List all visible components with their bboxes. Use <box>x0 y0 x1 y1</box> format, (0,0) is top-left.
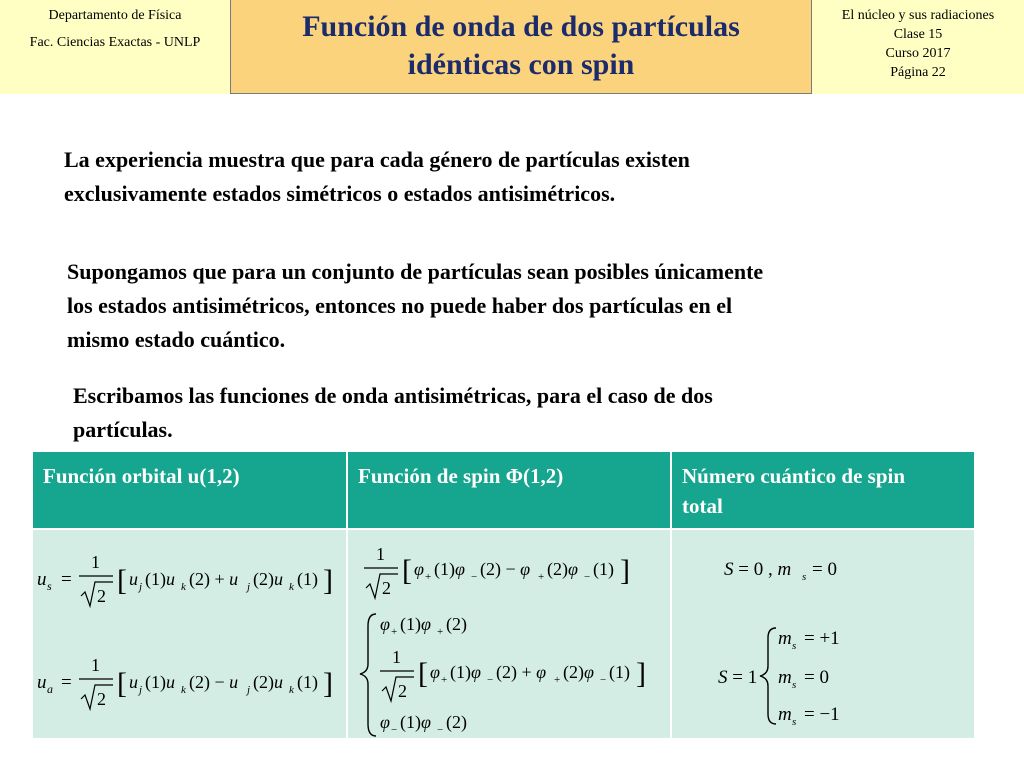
equation-triplet-S1 <box>718 628 840 728</box>
equation-spin-down-down <box>380 712 467 736</box>
svg-text:s: s <box>792 716 797 728</box>
table-cell-spin <box>348 530 670 738</box>
paragraph-line: Supongamos que para un conjunto de partículas sean posibles únicamente <box>67 259 764 284</box>
svg-text:s: s <box>47 579 52 593</box>
paragraph-line: los estados antisimétricos, entonces no puede haber dos partículas en el <box>67 293 733 318</box>
svg-text:−: − <box>437 724 444 736</box>
svg-text:s: s <box>792 679 797 691</box>
svg-text:[: [ <box>418 657 428 690</box>
table-header-line: total <box>682 494 723 518</box>
course-name: El núcleo y sus radiaciones <box>841 8 995 23</box>
svg-text:u: u <box>129 569 138 589</box>
svg-text:(2): (2) <box>446 712 467 732</box>
svg-text:m: m <box>778 667 792 688</box>
svg-text:(2)u: (2)u <box>253 569 283 589</box>
table-header-spin: Función de spin Φ(1,2) <box>348 452 670 528</box>
svg-text:s: s <box>802 571 807 583</box>
svg-text:k: k <box>289 581 294 593</box>
svg-text:= 0: = 0 <box>804 667 829 688</box>
svg-text:S = 1: S = 1 <box>718 667 758 688</box>
svg-text:= −1: = −1 <box>804 704 840 725</box>
svg-text:= 0: = 0 <box>812 559 837 580</box>
orbital-equations <box>33 530 346 738</box>
paragraph-line: exclusivamente estados simétricos o estados antisimétricos. <box>64 181 616 206</box>
svg-text:(2)u: (2)u <box>253 672 283 692</box>
triplet-brace <box>360 614 376 736</box>
header-right-box <box>812 0 1024 94</box>
svg-text:+: + <box>437 626 444 638</box>
equation-spin-triplet-zero <box>380 647 646 701</box>
header-left-box <box>0 0 230 94</box>
svg-text:(2) − φ: (2) − φ <box>480 559 531 579</box>
wavefunction-table <box>33 452 974 738</box>
equation-u-antisymmetric <box>37 655 333 709</box>
page-number: Página 22 <box>890 65 946 80</box>
svg-text:u: u <box>37 569 47 590</box>
table-cell-total-spin <box>672 530 974 738</box>
svg-text:(1)φ: (1)φ <box>400 614 431 634</box>
svg-text:k: k <box>181 684 186 696</box>
svg-text:k: k <box>181 581 186 593</box>
svg-text:+: + <box>441 674 448 686</box>
svg-text:2: 2 <box>382 578 391 598</box>
svg-text:]: ] <box>636 657 646 690</box>
paragraph-write-functions <box>73 379 963 447</box>
svg-text:1: 1 <box>91 552 100 572</box>
svg-text:(1)u: (1)u <box>145 569 175 589</box>
svg-text:S = 0 , m: S = 0 , m <box>724 559 792 580</box>
table-header-line: Número cuántico de spin <box>682 464 906 488</box>
svg-text:(2)φ: (2)φ <box>547 559 578 579</box>
equation-singlet-S0 <box>724 559 837 583</box>
paragraph-assumption <box>67 255 987 357</box>
svg-text:j: j <box>247 581 251 593</box>
paragraph-line: Escribamos las funciones de onda antisimétricas, para el caso de dos <box>73 383 713 408</box>
svg-text:m: m <box>778 704 792 725</box>
svg-text:u: u <box>129 672 138 692</box>
class-number: Clase 15 <box>893 27 943 42</box>
svg-text:−: − <box>600 674 607 686</box>
svg-text:]: ] <box>323 564 333 597</box>
svg-text:m: m <box>778 628 792 649</box>
svg-text:(1): (1) <box>297 569 318 589</box>
svg-text:2: 2 <box>398 681 407 701</box>
svg-text:+: + <box>391 626 398 638</box>
svg-text:−: − <box>391 724 398 736</box>
svg-text:+: + <box>554 674 561 686</box>
svg-text:(1)φ: (1)φ <box>434 559 465 579</box>
paragraph-experience <box>64 143 944 211</box>
svg-text:(2) + u: (2) + u <box>189 569 239 589</box>
svg-text:j: j <box>139 684 143 696</box>
paragraph-line: mismo estado cuántico. <box>67 327 286 352</box>
svg-text:2: 2 <box>97 689 106 709</box>
svg-text:j: j <box>139 581 143 593</box>
slide-title-line2: idénticas con spin <box>407 48 635 81</box>
svg-text:u: u <box>37 672 47 693</box>
equation-spin-singlet <box>364 544 630 598</box>
course-year: Curso 2017 <box>885 46 951 61</box>
svg-text:(2)φ: (2)φ <box>563 662 594 682</box>
svg-text:φ: φ <box>430 662 440 682</box>
svg-text:+: + <box>425 571 432 583</box>
faculty-label: Fac. Ciencias Exactas - UNLP <box>29 35 201 50</box>
svg-text:(1)u: (1)u <box>145 672 175 692</box>
svg-text:(1): (1) <box>609 662 630 682</box>
spin-equations <box>348 530 670 738</box>
table-header-total-spin <box>672 452 974 528</box>
table-header-orbital: Función orbital u(1,2) <box>33 452 346 528</box>
total-spin-equations <box>672 530 974 738</box>
svg-text:=: = <box>61 569 72 590</box>
svg-text:= +1: = +1 <box>804 628 840 649</box>
department-label: Departamento de Física <box>48 8 182 23</box>
svg-text:j: j <box>247 684 251 696</box>
svg-text:(1)φ: (1)φ <box>450 662 481 682</box>
paragraph-line: La experiencia muestra que para cada género de partículas existen <box>64 147 690 172</box>
svg-text:1: 1 <box>91 655 100 675</box>
svg-text:−: − <box>584 571 591 583</box>
svg-text:(2) + φ: (2) + φ <box>496 662 547 682</box>
svg-text:(2) − u: (2) − u <box>189 672 239 692</box>
triplet-ms-brace <box>760 628 776 724</box>
svg-text:k: k <box>289 684 294 696</box>
svg-text:1: 1 <box>392 647 401 667</box>
svg-text:]: ] <box>620 554 630 587</box>
svg-text:s: s <box>792 640 797 652</box>
svg-text:1: 1 <box>376 544 385 564</box>
slide-title-line1: Función de onda de dos partículas <box>302 10 740 43</box>
slide-title <box>230 0 812 94</box>
paragraph-line: partículas. <box>73 417 173 442</box>
svg-text:φ: φ <box>414 559 424 579</box>
svg-text:−: − <box>471 571 478 583</box>
svg-text:[: [ <box>117 667 127 700</box>
equation-u-symmetric <box>37 552 333 606</box>
svg-text:a: a <box>47 682 53 696</box>
svg-text:(1): (1) <box>593 559 614 579</box>
svg-text:]: ] <box>323 667 333 700</box>
svg-text:+: + <box>538 571 545 583</box>
svg-text:2: 2 <box>97 586 106 606</box>
svg-text:(1)φ: (1)φ <box>400 712 431 732</box>
equation-spin-up-up <box>380 614 467 638</box>
svg-text:−: − <box>487 674 494 686</box>
svg-text:φ: φ <box>380 712 390 732</box>
svg-text:(2): (2) <box>446 614 467 634</box>
svg-text:[: [ <box>402 554 412 587</box>
svg-text:[: [ <box>117 564 127 597</box>
svg-text:(1): (1) <box>297 672 318 692</box>
svg-text:=: = <box>61 672 72 693</box>
table-cell-orbital <box>33 530 346 738</box>
svg-text:φ: φ <box>380 614 390 634</box>
